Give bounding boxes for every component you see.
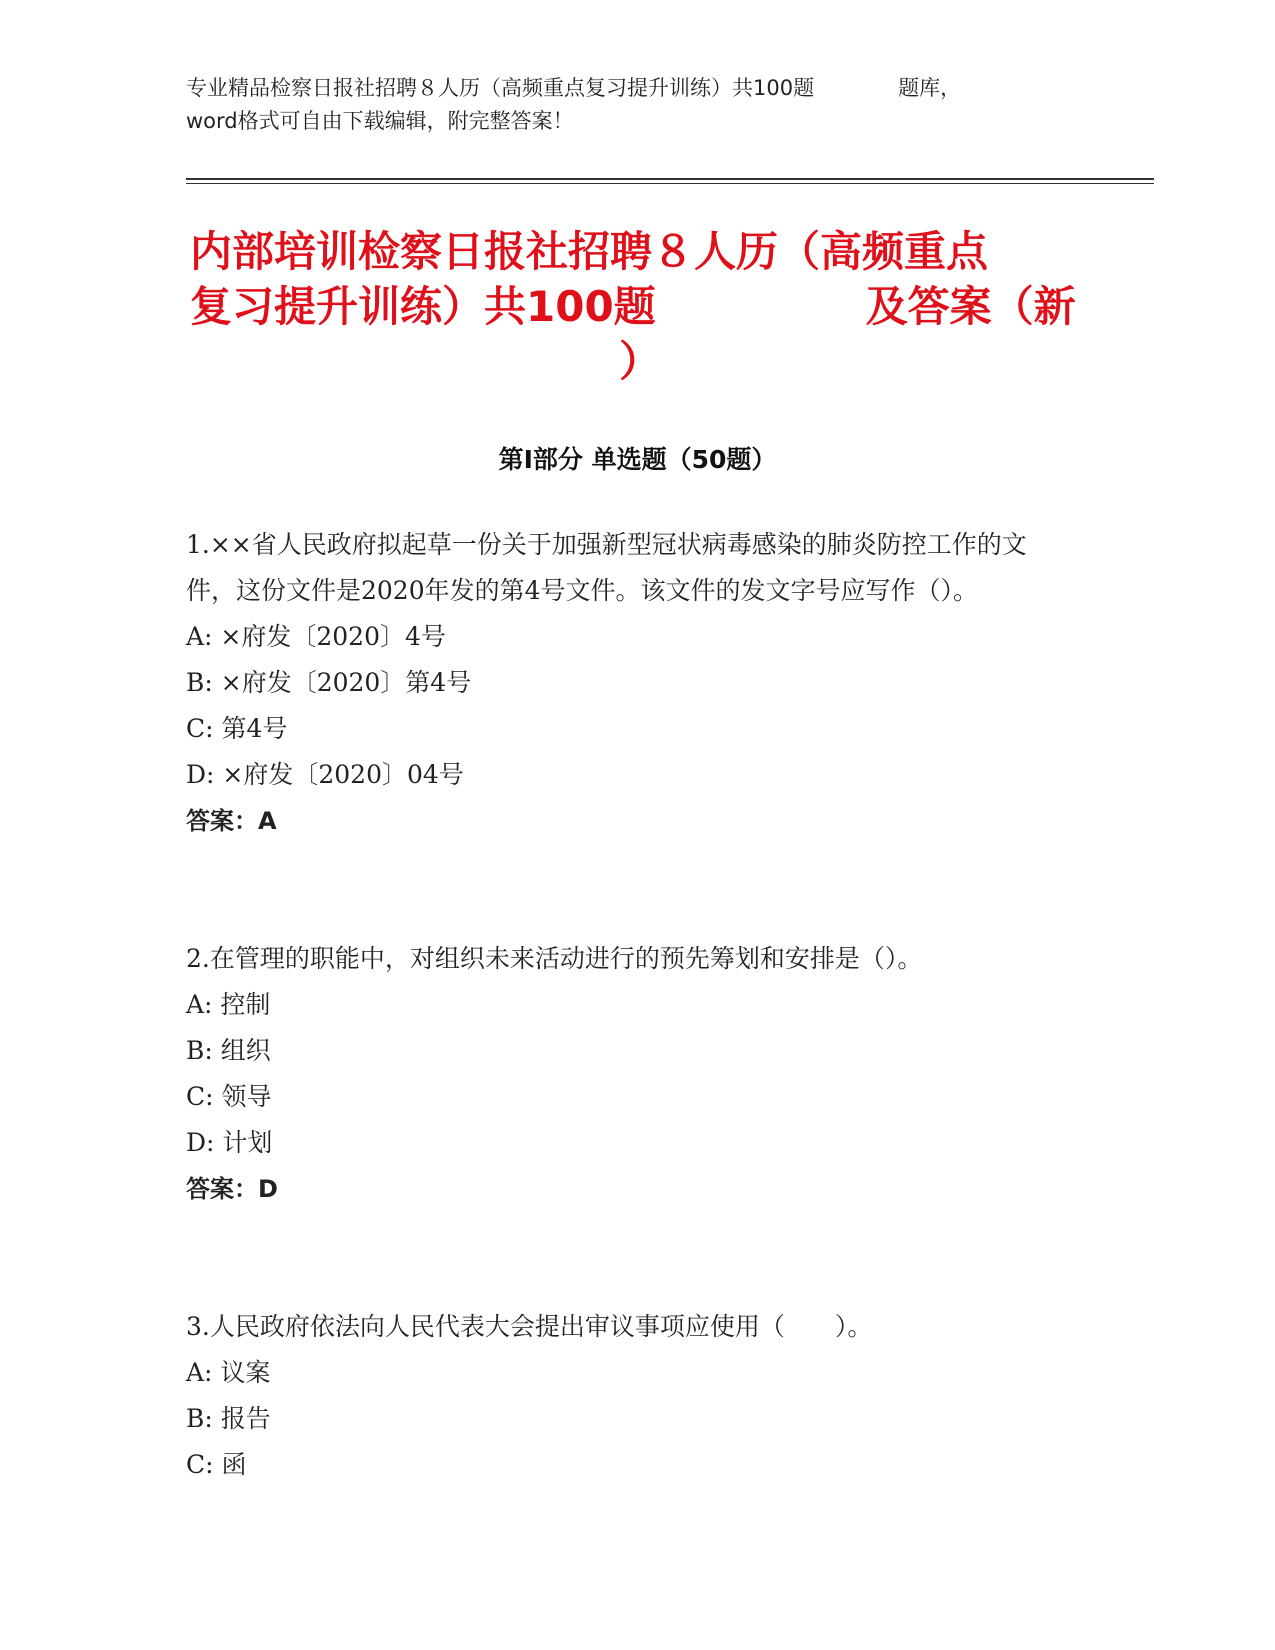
header-divider-thin [186,183,1154,184]
option-a: A: 控制 [186,990,271,1019]
option-b: B: 报告 [186,1404,271,1433]
section-title: 第Ⅰ部分 单选题（50题） [498,445,777,474]
header-line-1: 专业精品检察日报社招聘８人历（高频重点复习提升训练）共100题 题库， [186,76,962,100]
option-d: D: 计划 [186,1128,273,1157]
option-c: C: 第4号 [186,714,288,743]
question-3 [186,1304,1076,1488]
question-2 [186,936,1076,1212]
question-stem: 2.在管理的职能中，对组织未来活动进行的预先筹划和安排是（）。 [186,944,923,973]
page-header [186,72,1076,138]
option-c: C: 函 [186,1450,247,1479]
header-line-2: word格式可自由下载编辑，附完整答案！ [186,109,574,133]
question-stem: 1.××省人民政府拟起草一份关于加强新型冠状病毒感染的肺炎防控工作的文件，这份文件是2020年发的第4号文件。该文件的发文字号应写作（）。 [186,530,1027,605]
option-c: C: 领导 [186,1082,272,1111]
question-1 [186,522,1076,844]
question-stem: 3.人民政府依法向人民代表大会提出审议事项应使用（ ）。 [186,1312,873,1341]
document-title [190,224,1090,389]
header-divider-thick [186,178,1154,180]
title-line-3: ） [618,337,661,386]
option-a: A: 议案 [186,1358,271,1387]
answer: 答案：A [186,807,277,835]
title-line-1: 内部培训检察日报社招聘８人历（高频重点 [190,227,989,276]
option-a: A: ×府发〔2020〕4号 [186,622,446,651]
option-b: B: ×府发〔2020〕第4号 [186,668,472,697]
option-d: D: ×府发〔2020〕04号 [186,760,464,789]
answer: 答案：D [186,1175,278,1203]
title-line-2: 复习提升训练）共100题 及答案（新 [190,282,1076,331]
option-b: B: 组织 [186,1036,271,1065]
